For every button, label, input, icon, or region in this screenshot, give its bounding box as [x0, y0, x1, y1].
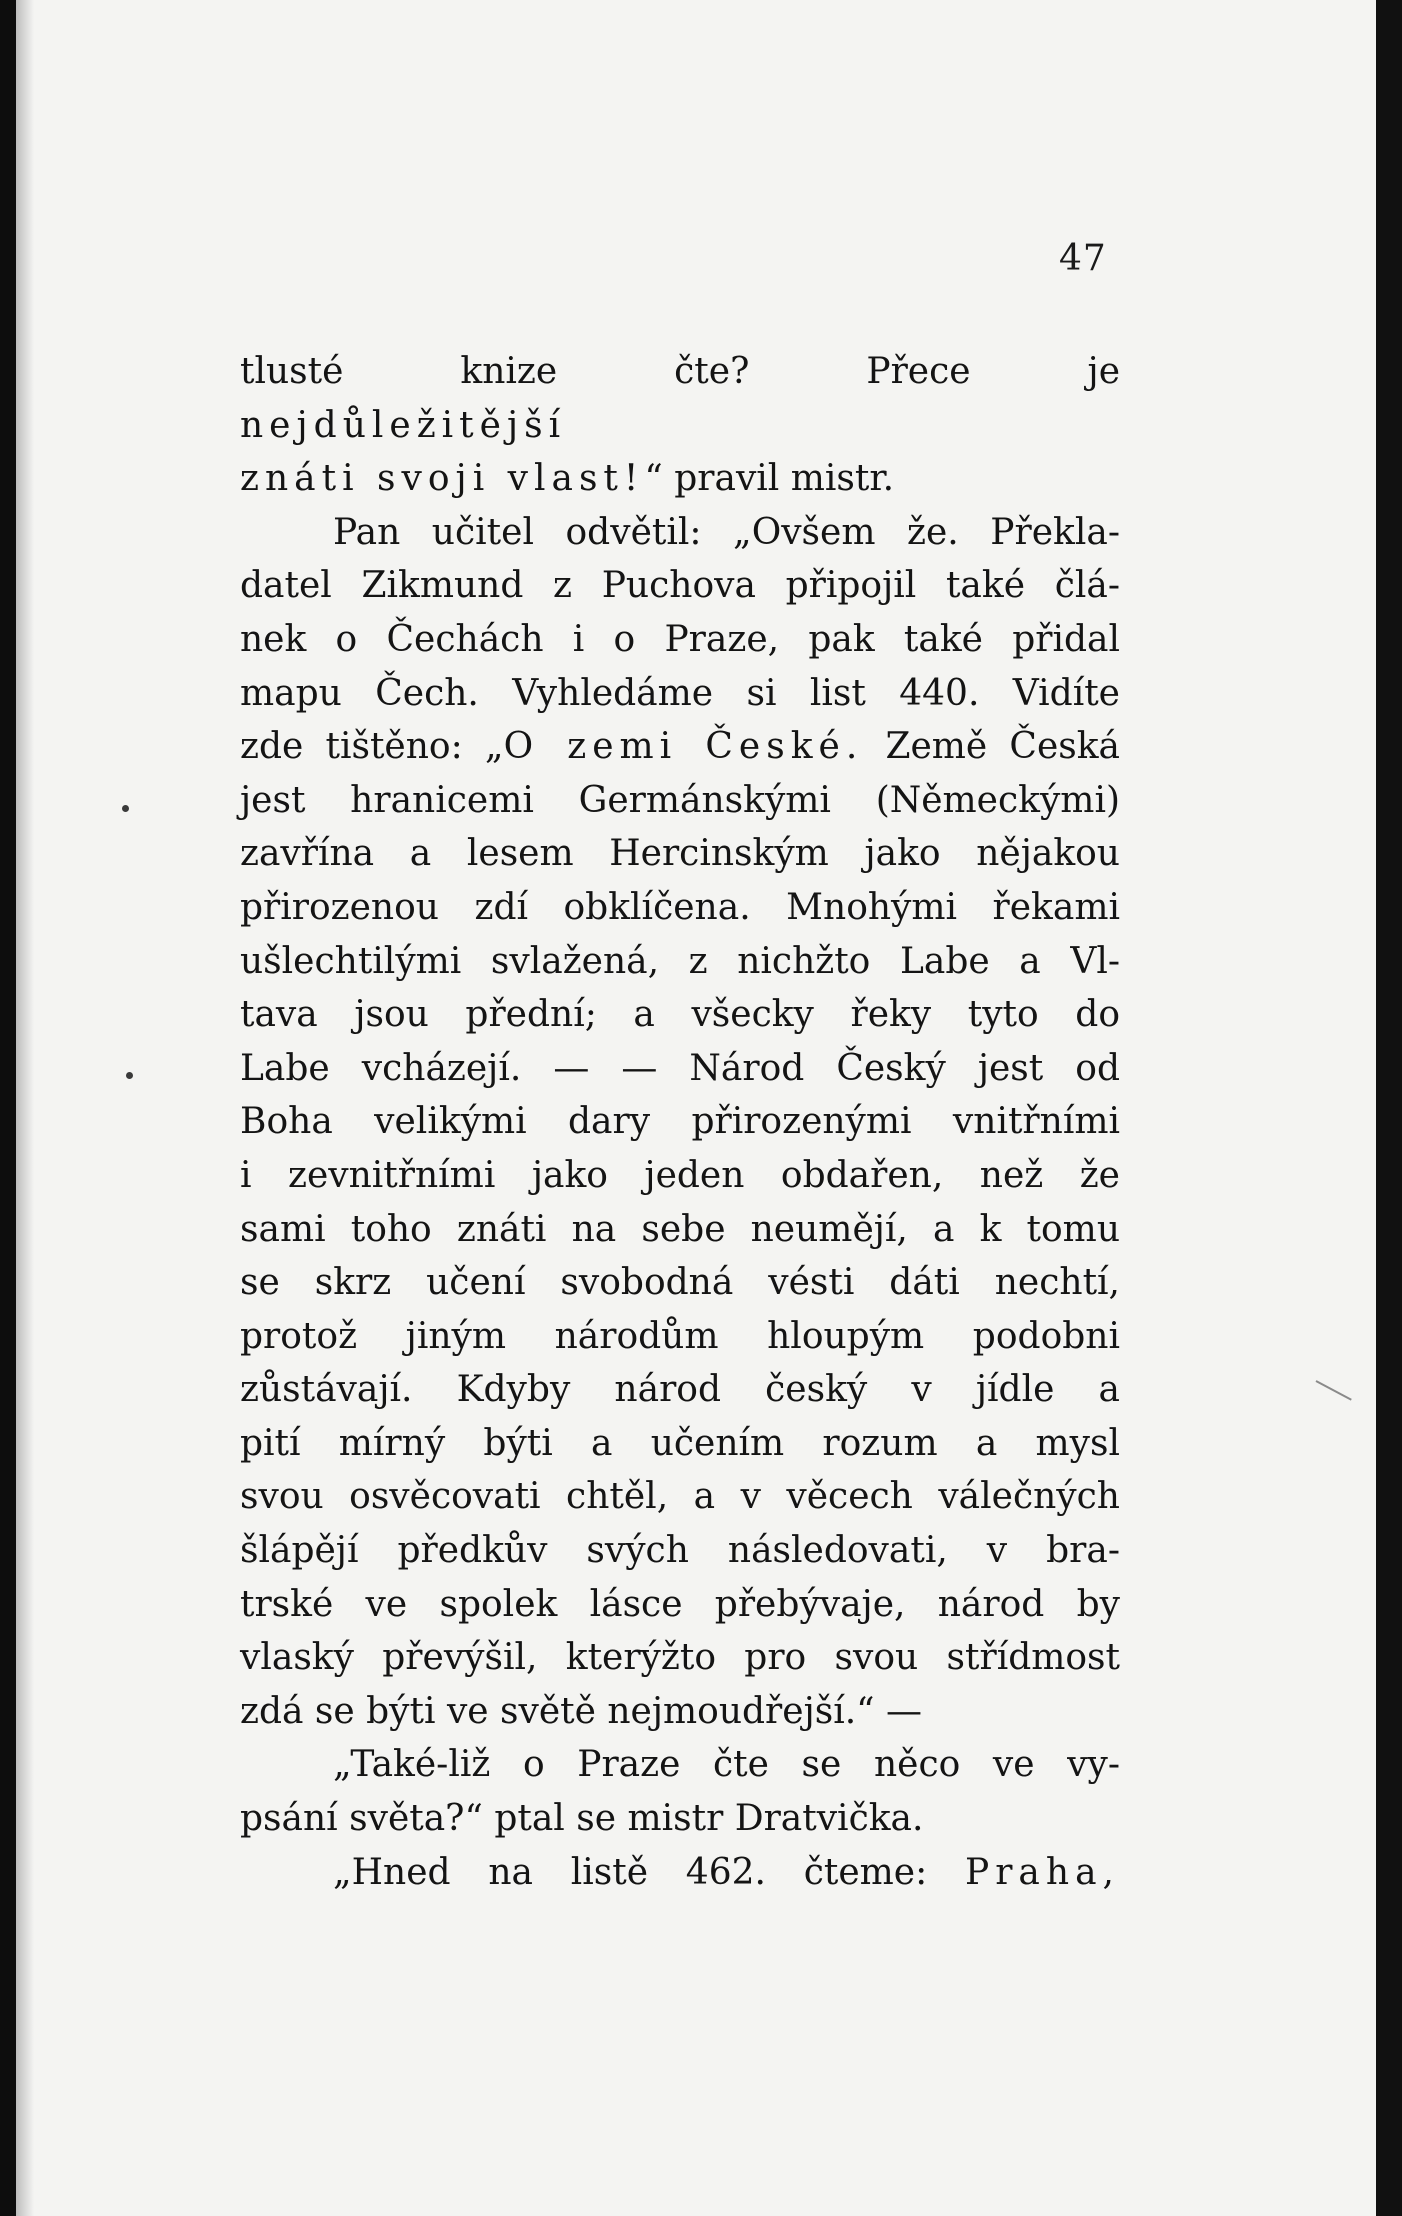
text-line — [240, 1417, 1120, 1471]
text-line — [240, 1738, 1120, 1792]
line-text: zůstávají. Kdyby národ český v jídle a — [240, 1369, 1120, 1411]
line-text: vlaský převýšil, kterýžto pro svou střídmost — [240, 1637, 1120, 1679]
text-line — [240, 1578, 1120, 1632]
text-line — [240, 1042, 1120, 1096]
text-line — [240, 452, 1120, 506]
line-text: šlápějí předkův svých následovati, v bra- — [240, 1530, 1120, 1572]
text-line — [240, 1310, 1120, 1364]
text-line — [240, 1631, 1120, 1685]
line-text: svou osvěcovati chtěl, a v věcech válečných — [240, 1476, 1120, 1518]
speck — [126, 1072, 133, 1079]
text-line — [240, 345, 1120, 399]
line-text: tlusté knize čte? Přece je — [240, 351, 1120, 392]
line-text: mapu Čech. Vyhledáme si list 440. Vidíte — [240, 672, 1120, 714]
body-text — [240, 345, 1120, 1899]
line-text: nek o Čechách i o Praze, pak také přidal — [240, 618, 1120, 660]
text-line — [240, 988, 1120, 1042]
text-line — [240, 1792, 1120, 1846]
text-line — [240, 667, 1120, 721]
text-line — [240, 1095, 1120, 1149]
line-text: přirozenou zdí obklíčena. Mnohými řekami — [240, 886, 1120, 928]
line-text: Pan učitel odvětil: „Ovšem že. Překla- — [333, 511, 1120, 553]
text-line — [240, 720, 1120, 774]
line-text: trské ve spolek lásce přebývaje, národ by — [240, 1583, 1120, 1625]
text-line — [240, 1524, 1120, 1578]
text-line — [240, 827, 1120, 881]
line-text: nejdůležitější — [240, 404, 567, 446]
text-line — [240, 1470, 1120, 1524]
line-text: datel Zikmund z Puchova připojil také člá- — [240, 565, 1120, 607]
line-text: psání světa?“ ptal se mistr Dratvička. — [240, 1798, 924, 1840]
text-line — [240, 935, 1120, 989]
line-text: sami toho znáti na sebe neumějí, a k tomu — [240, 1208, 1120, 1250]
text-line — [240, 1203, 1120, 1257]
line-text: se skrz učení svobodná vésti dáti nechtí, — [240, 1262, 1120, 1304]
line-text: pití mírný býti a učením rozum a mysl — [240, 1422, 1120, 1464]
text-line — [240, 1149, 1120, 1203]
line-text: zavřína a lesem Hercinským jako nějakou — [240, 833, 1120, 875]
line-text: protož jiným národům hloupým podobni — [240, 1315, 1120, 1357]
line-suffix: “ pravil mistr. — [644, 458, 895, 500]
line-text: i zevnitřními jako jeden obdařen, než že — [240, 1154, 1120, 1196]
line-text: jest hranicemi Germánskými (Německými) — [240, 779, 1120, 821]
spaced-text: Praha, — [965, 1851, 1120, 1893]
line-text: Boha velikými dary přirozenými vnitřními — [240, 1101, 1120, 1143]
binding-shadow — [16, 0, 34, 2216]
line-text: tava jsou přední; a všecky řeky tyto do — [240, 994, 1120, 1036]
book-page — [16, 0, 1376, 2216]
text-line — [240, 774, 1120, 828]
line-suffix: Země Česká — [863, 726, 1120, 768]
text-line — [240, 1363, 1120, 1417]
speck — [122, 805, 129, 812]
line-text: ušlechtilými svlažená, z nichžto Labe a Vl- — [240, 940, 1120, 982]
line-text: „Hned na listě 462. čteme: — [333, 1851, 965, 1893]
text-line — [240, 613, 1120, 667]
text-line — [240, 1256, 1120, 1310]
margin-mark — [1316, 1380, 1352, 1401]
page-edge — [1376, 0, 1402, 2216]
line-text: zdá se býti ve světě nejmoudřejší.“ — — [240, 1690, 923, 1732]
text-line — [240, 506, 1120, 560]
line-text: znáti svoji vlast! — [240, 458, 645, 500]
line-text: zde tištěno: „ — [240, 726, 504, 768]
line-text: Labe vcházejí. — — Národ Český jest od — [240, 1047, 1120, 1089]
line-text: „Také-liž o Praze čte se něco ve vy- — [333, 1744, 1120, 1786]
text-line — [240, 559, 1120, 613]
text-line — [240, 399, 1120, 453]
text-line — [240, 1685, 1120, 1739]
text-line — [240, 1846, 1120, 1900]
page-number: 47 — [1059, 238, 1107, 279]
text-line — [240, 881, 1120, 935]
spaced-text: O zemi České. — [503, 726, 864, 768]
